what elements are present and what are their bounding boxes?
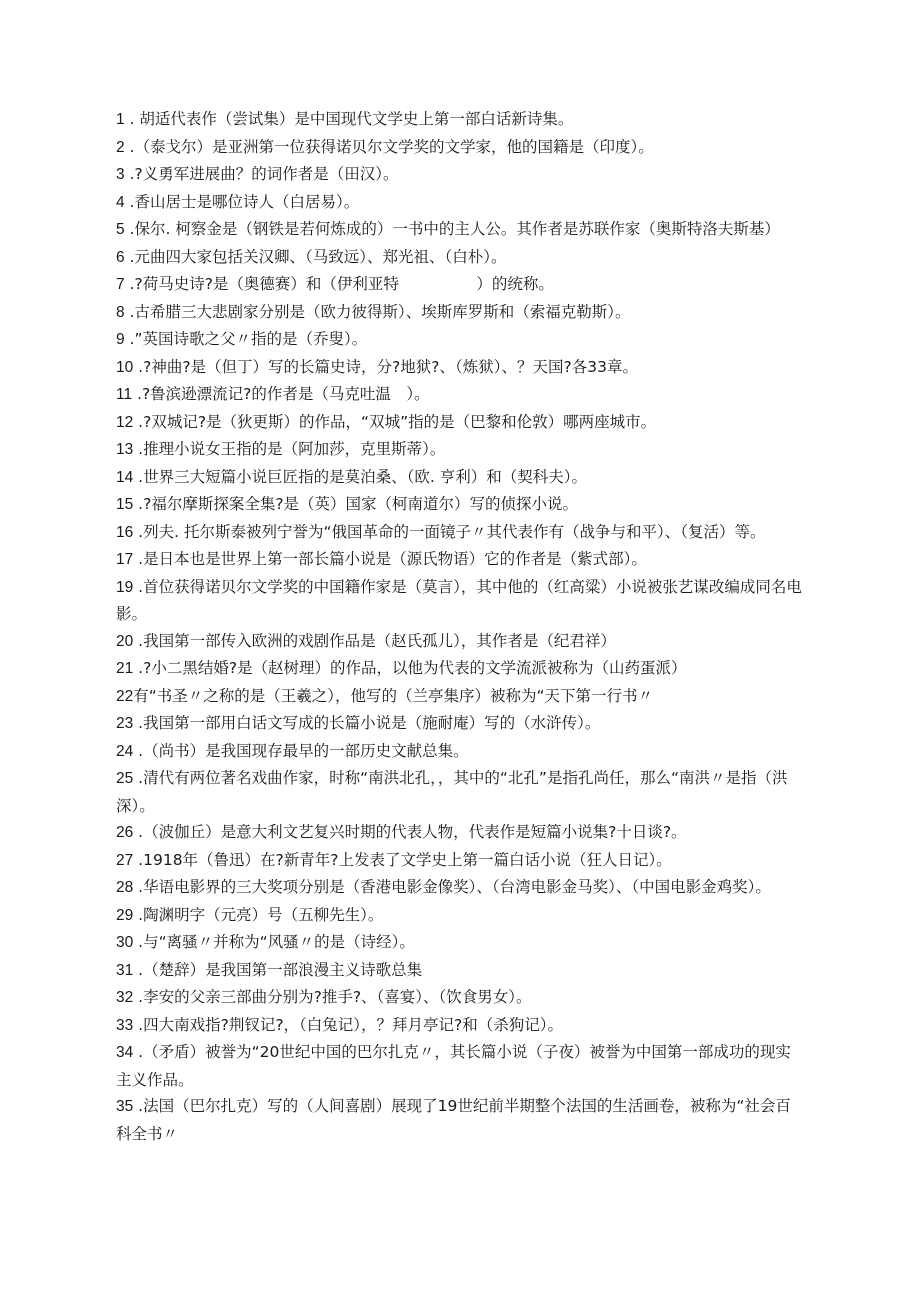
list-item — [116, 106, 806, 134]
list-item — [116, 326, 806, 354]
item-text: .（尚书）是我国现存最早的一部历史文献总集。 — [133, 741, 469, 760]
item-number: 10 — [116, 358, 134, 376]
item-number: 14 — [116, 468, 134, 486]
item-text: .我国第一部用白话文写成的长篇小说是（施耐庵）写的（水浒传）。 — [133, 714, 601, 732]
item-text: .我国第一部传入欧洲的戏剧作品是（赵氏孤儿），其作者是（纪君祥） — [133, 631, 616, 650]
item-number: 21 — [116, 660, 134, 677]
item-text: .世界三大短篇小说巨匠指的是莫泊桑、（欧. 亨利）和（契科夫）。 — [133, 467, 587, 486]
item-number: 30 — [116, 934, 134, 951]
item-text: .陶渊明字（元亮）号（五柳先生）。 — [133, 905, 384, 924]
item-text: .列夫. 托尔斯泰被列宁誉为“俄国革命的一面镜子〃其代表作有（战争与和平）、（复活）等。 — [133, 522, 766, 541]
item-number: 5 — [116, 221, 125, 238]
list-item — [116, 354, 806, 382]
item-number: 28 — [116, 879, 134, 896]
list-item — [116, 436, 806, 464]
list-item — [116, 738, 806, 766]
item-text: .李安的父亲三部曲分别为?推手?、（喜宴）、（饮食男女）。 — [133, 988, 532, 1006]
item-number: 27 — [116, 851, 134, 869]
item-text: .四大南戏指?荆钗记?，（白兔记），？拜月亭记?和（杀狗记）。 — [133, 1015, 564, 1034]
list-item — [116, 929, 806, 957]
list-item — [116, 546, 806, 574]
list-item — [116, 655, 806, 683]
list-item — [116, 519, 806, 547]
item-number: 3 — [116, 166, 125, 183]
item-number: 9 — [116, 331, 125, 348]
item-text: .?小二黑结婚?是（赵树理）的作品，以他为代表的文学流派被称为（山药蛋派） — [133, 659, 687, 677]
item-text: .古希腊三大悲剧家分别是（欧力彼得斯）、埃斯库罗斯和（索福克勒斯）。 — [124, 302, 631, 321]
list-item — [116, 984, 806, 1012]
list-item — [116, 464, 806, 492]
question-list — [116, 106, 806, 1147]
list-item — [116, 874, 806, 902]
item-text: .元曲四大家包括关汉卿、（马致远）、郑光祖、（白朴）。 — [124, 247, 507, 266]
list-item — [116, 409, 806, 437]
item-number: 32 — [116, 989, 134, 1006]
list-item — [116, 1012, 806, 1040]
item-text: .（波伽丘）是意大利文艺复兴时期的代表人物，代表作是短篇小说集?十日谈?。 — [133, 823, 687, 841]
item-text: .?福尔摩斯探案全集?是（英）国家（柯南道尔）写的侦探小说。 — [133, 495, 579, 513]
list-item — [116, 161, 806, 189]
item-number: 24 — [116, 742, 134, 760]
item-number: 34 — [116, 1044, 134, 1061]
list-item — [116, 491, 806, 519]
item-number: 31 — [116, 961, 134, 979]
list-item — [116, 957, 806, 985]
item-number: 25 — [116, 770, 134, 787]
item-text: .?荷马史诗?是（奥德赛）和（伊利亚特 ）的统称。 — [124, 275, 554, 293]
list-item — [116, 847, 806, 875]
item-text: .?双城记?是（狄更斯）的作品，“双城”指的是（巴黎和伦敦）哪两座城市。 — [133, 412, 657, 431]
item-number: 6 — [116, 248, 125, 266]
item-text: .（泰戈尔）是亚洲第一位获得诺贝尔文学奖的文学家，他的国籍是（印度）。 — [124, 137, 654, 156]
item-text: .华语电影界的三大奖项分别是（香港电影金像奖）、（台湾电影金马奖）、（中国电影金鸡奖）。 — [133, 878, 771, 896]
item-number: 13 — [116, 441, 134, 458]
item-number: 7 — [116, 276, 125, 293]
list-item — [116, 710, 806, 738]
item-text: .保尔. 柯察金是（钢铁是若何炼成的）一书中的主人公。其作者是苏联作家（奥斯特洛夫斯基） — [124, 220, 780, 238]
item-number: 16 — [116, 523, 134, 541]
list-item — [116, 299, 806, 327]
item-number: 15 — [116, 496, 134, 513]
item-number: 23 — [116, 715, 134, 732]
item-number: 8 — [116, 303, 125, 321]
list-item — [116, 1093, 806, 1147]
item-text: 有“书圣〃之称的是（王羲之），他写的（兰亭集序）被称为“天下第一行书〃 — [133, 686, 654, 705]
item-number: 1 — [116, 111, 125, 128]
item-text: .?义勇军进展曲？的词作者是（田汉）。 — [124, 165, 399, 183]
item-number: 26 — [116, 824, 134, 841]
list-item — [116, 134, 806, 162]
item-number: 22 — [116, 687, 134, 705]
list-item — [116, 189, 806, 217]
item-text: .1918年（鲁迅）在?新青年?上发表了文学史上第一篇白话小说（狂人日记）。 — [133, 850, 672, 869]
item-text: .?鲁滨逊漂流记?的作者是（马克吐温 ）。 — [132, 385, 430, 403]
item-number: 11 — [116, 386, 133, 403]
list-item — [116, 271, 806, 299]
list-item — [116, 1039, 806, 1093]
item-number: 12 — [116, 413, 134, 431]
list-item — [116, 574, 806, 628]
item-text: .与“离骚〃并称为“风骚〃的是（诗经）。 — [133, 933, 415, 951]
list-item — [116, 683, 806, 711]
item-number: 35 — [116, 1098, 134, 1115]
item-text: .清代有两位著名戏曲作家，时称“南洪北孔，，其中的“北孔”是指孔尚任，那么“南洪〃是指（洪深）。 — [116, 769, 788, 815]
item-number: 19 — [116, 578, 134, 596]
item-number: 33 — [116, 1016, 134, 1034]
document-body — [116, 106, 806, 1147]
item-number: 29 — [116, 906, 134, 924]
item-text: .（楚辞）是我国第一部浪漫主义诗歌总集 — [133, 960, 423, 979]
item-text: .法国（巴尔扎克）写的（人间喜剧）展现了19世纪前半期整个法国的生活画卷，被称为“社会百科全书〃 — [116, 1097, 791, 1143]
list-item — [116, 244, 806, 272]
list-item — [116, 628, 806, 656]
item-text: .是日本也是世界上第一部长篇小说是（源氏物语）它的作者是（紫式部）。 — [133, 550, 647, 568]
item-number: 17 — [116, 551, 134, 568]
list-item — [116, 902, 806, 930]
item-text: .推理小说女王指的是（阿加莎，克里斯蒂）。 — [133, 440, 446, 458]
list-item — [116, 216, 806, 244]
item-text: .首位获得诺贝尔文学奖的中国籍作家是（莫言），其中他的（红高粱）小说被张艺谋改编成同名电影。 — [116, 577, 802, 623]
item-text: . 胡适代表作（尝试集）是中国现代文学史上第一部白话新诗集。 — [124, 110, 574, 128]
item-number: 20 — [116, 632, 134, 650]
item-text: .（矛盾）被誉为“20世纪中国的巴尔扎克〃，其长篇小说（子夜）被誉为中国第一部成功的现实主义作品。 — [116, 1043, 791, 1089]
list-item — [116, 765, 806, 819]
item-text: .”英国诗歌之父〃指的是（乔叟）。 — [124, 330, 368, 348]
item-text: .?神曲?是（但丁）写的长篇史诗，分?地狱?、（炼狱）、？天国?各33章。 — [133, 357, 638, 376]
item-number: 4 — [116, 193, 125, 211]
list-item — [116, 381, 806, 409]
item-text: .香山居士是哪位诗人（白居易）。 — [124, 192, 360, 211]
item-number: 2 — [116, 138, 125, 156]
list-item — [116, 819, 806, 847]
